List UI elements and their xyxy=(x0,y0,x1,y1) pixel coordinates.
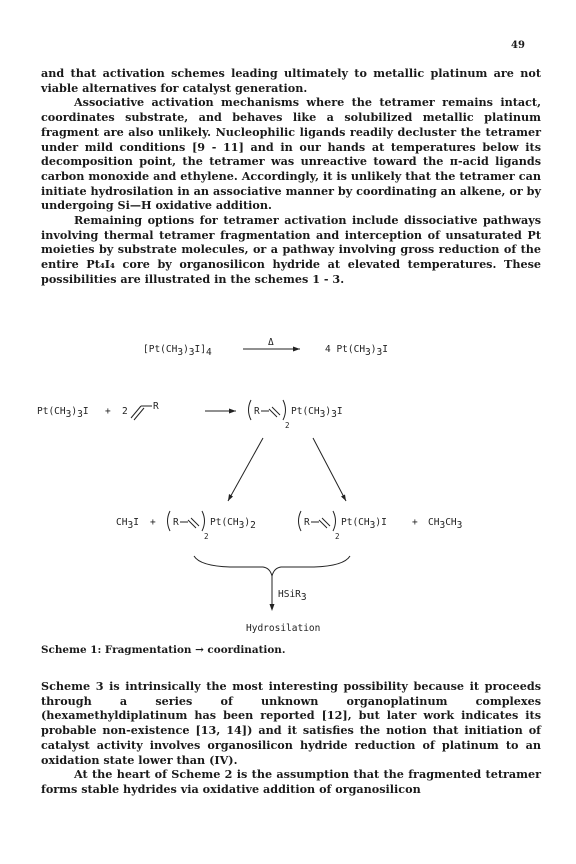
paragraph: Remaining options for tetramer activation include dissociative pathways involving thermal tetramer fragmentation and interception of unsaturated Pt moieties by substrate molecules, or a pathway involving gross reduction of the entire Pt₄I₄ core by organosilicon hydride at elevated temperatures. These possibilities are illustrated in the schemes 1 - 3. xyxy=(41,213,541,286)
alkene-structure xyxy=(131,401,159,420)
svg-text:2: 2 xyxy=(335,532,340,541)
reactant-pt-monomer: Pt(CH3)3I xyxy=(37,406,89,420)
final-product: Hydrosilation xyxy=(246,623,321,634)
converging-brace xyxy=(194,556,350,611)
svg-text:R: R xyxy=(254,406,260,417)
paragraph: Scheme 3 is intrinsically the most interesting possibility because it proceeds through a series of unknown organoplatinum complexes (hexamethyldiplatinum has been reported [12], but later work indicates its probable non-existence [13, 14]) and it satisfies the notion that initiation of catalyst activity involves organosilicon hydride reduction of platinum to an oxidation state lower than (IV). xyxy=(41,679,541,767)
plus-sign: + xyxy=(105,406,111,417)
methyl-iodide: CH3I xyxy=(116,517,139,531)
ethane: CH3CH3 xyxy=(428,517,463,531)
complex-bis-alkene-pt-ch3-2 xyxy=(168,511,256,541)
alkene-r-group: R xyxy=(153,401,159,412)
svg-text:Pt(CH3)I: Pt(CH3)I xyxy=(341,517,387,531)
page-number: 49 xyxy=(511,40,525,51)
body-text-bottom xyxy=(41,679,541,797)
plus-sign: + xyxy=(412,517,418,528)
svg-text:2: 2 xyxy=(204,532,209,541)
svg-text:2: 2 xyxy=(285,421,290,430)
scheme-caption: Scheme 1: Fragmentation → coordination. xyxy=(41,644,286,656)
paragraph: Associative activation mechanisms where the tetramer remains intact, coordinates substrate, and behaves like a solubilized metallic platinum fragment are also unlikely. Nucleophilic ligands readily decluster the tetramer under mild conditions [9 - 11] and in our hands at temperatures below its decomposition point, the tetramer was unreactive toward the π-acid ligands carbon monoxide and ethylene. Accordingly, it is unlikely that the tetramer can initiate hydrosilation in an associative manner by coordinating an alkene, or by undergoing Si—H oxidative addition. xyxy=(41,95,541,213)
reactant-tetramer: [Pt(CH3)3I]4 xyxy=(143,344,212,358)
heat-symbol: Δ xyxy=(268,337,274,348)
product-monomer: 4 Pt(CH3)3I xyxy=(325,344,388,358)
reagent-silane: HSiR3 xyxy=(278,589,307,603)
branch-arrow-left xyxy=(228,438,263,501)
svg-text:R: R xyxy=(173,517,179,528)
complex-bis-alkene-pt-ch3-i xyxy=(299,511,387,541)
paragraph: and that activation schemes leading ultimately to metallic platinum are not viable alternatives for catalyst generation. xyxy=(41,66,541,95)
svg-text:Pt(CH3)2: Pt(CH3)2 xyxy=(210,517,256,531)
branch-arrow-right xyxy=(313,438,346,501)
svg-text:Pt(CH3)3I: Pt(CH3)3I xyxy=(291,406,343,420)
reaction-arrow xyxy=(205,409,236,414)
plus-sign: + xyxy=(150,517,156,528)
svg-text:R: R xyxy=(304,517,310,528)
paragraph: At the heart of Scheme 2 is the assumption that the fragmented tetramer forms stable hydrides via oxidative addition of organosilicon xyxy=(41,767,541,796)
alkene-coefficient: 2 xyxy=(122,406,128,417)
complex-bis-alkene-pt-ch3-3-i xyxy=(249,400,343,430)
